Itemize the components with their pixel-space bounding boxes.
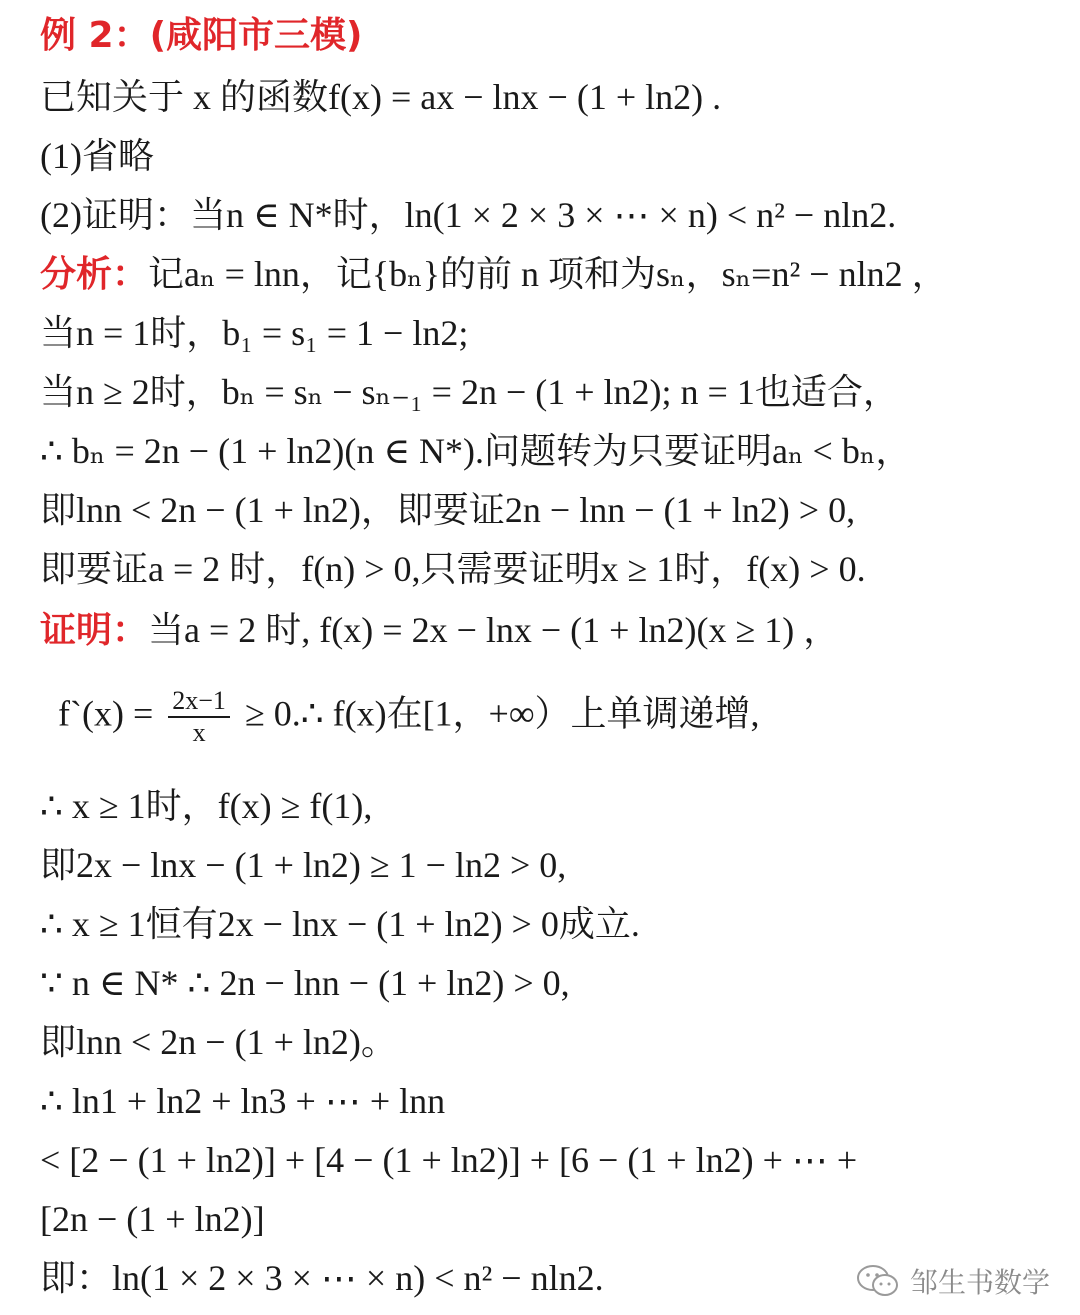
fraction-numerator: 2x−1 [168, 686, 230, 718]
derivative-prefix: f`(x) = [58, 693, 154, 734]
proof-line: ∵ n ∈ N* ∴ 2n − lnn − (1 + ln2) > 0, [40, 963, 570, 1003]
proof-line: 即lnn < 2n − (1 + ln2)。 [40, 1022, 397, 1062]
example-title: 例 2：(咸阳市三模) [40, 15, 363, 56]
fraction-denominator: x [192, 718, 206, 747]
derivative-line [58, 686, 1060, 748]
watermark [856, 1261, 1050, 1301]
analysis-line: ∴ bₙ = 2n − (1 + ln2)(n ∈ N*).问题转为只要证明aₙ < bₙ， [40, 431, 912, 471]
analysis-line: 即要证a = 2 时，f(n) > 0,只需要证明x ≥ 1时，f(x) > 0. [40, 549, 866, 589]
proof-line: 即2x − lnx − (1 + ln2) ≥ 1 − ln2 > 0, [40, 845, 567, 885]
conclusion-line: 即：ln(1 × 2 × 3 × ⋯ × n) < n² − nln2. [40, 1258, 604, 1298]
proof-first-text: 当a = 2 时, f(x) = 2x − lnx − (1 + ln2)(x ≥ 1) ， [148, 610, 840, 650]
wechat-icon [856, 1263, 900, 1299]
part-2: (2)证明：当n ∈ N*时，ln(1 × 2 × 3 × ⋯ × n) < n² − nln2. [40, 195, 897, 235]
analysis-label: 分析： [40, 254, 149, 295]
proof-line: ∴ x ≥ 1时，f(x) ≥ f(1), [40, 786, 373, 826]
part-1: (1)省略 [40, 136, 154, 176]
proof-label: 证明： [40, 610, 149, 651]
analysis-first-text: 记aₙ = lnn，记{bₙ}的前 n 项和为sₙ，sₙ=n² − nln2 ， [148, 254, 948, 294]
proof-line: < [2 − (1 + ln2)] + [4 − (1 + ln2)] + [6 − (1 + ln2) + ⋯ + [40, 1140, 858, 1180]
analysis-line: 当n ≥ 2时，bₙ = sₙ − sₙ₋₁ = 2n − (1 + ln2); n = 1也适合， [40, 372, 899, 412]
derivative-suffix: ≥ 0.∴ f(x)在[1，+∞）上单调递增, [244, 693, 760, 734]
proof-line: ∴ x ≥ 1恒有2x − lnx − (1 + ln2) > 0成立. [40, 904, 640, 944]
watermark-text: 邹生书数学 [909, 1266, 1050, 1299]
proof-line: ∴ ln1 + ln2 + ln3 + ⋯ + lnn [40, 1081, 446, 1121]
proof-line: [2n − (1 + ln2)] [40, 1199, 265, 1239]
analysis-line: 即lnn < 2n − (1 + ln2)，即要证2n − lnn − (1 + ln2) > 0, [40, 490, 856, 530]
problem-statement: 已知关于 x 的函数f(x) = ax − lnx − (1 + ln2) . [40, 77, 722, 117]
analysis-first-line [40, 252, 1060, 297]
analysis-line: 当n = 1时，b₁ = s₁ = 1 − ln2; [40, 313, 469, 353]
derivative-fraction [168, 686, 230, 748]
proof-first-line [40, 608, 1060, 653]
